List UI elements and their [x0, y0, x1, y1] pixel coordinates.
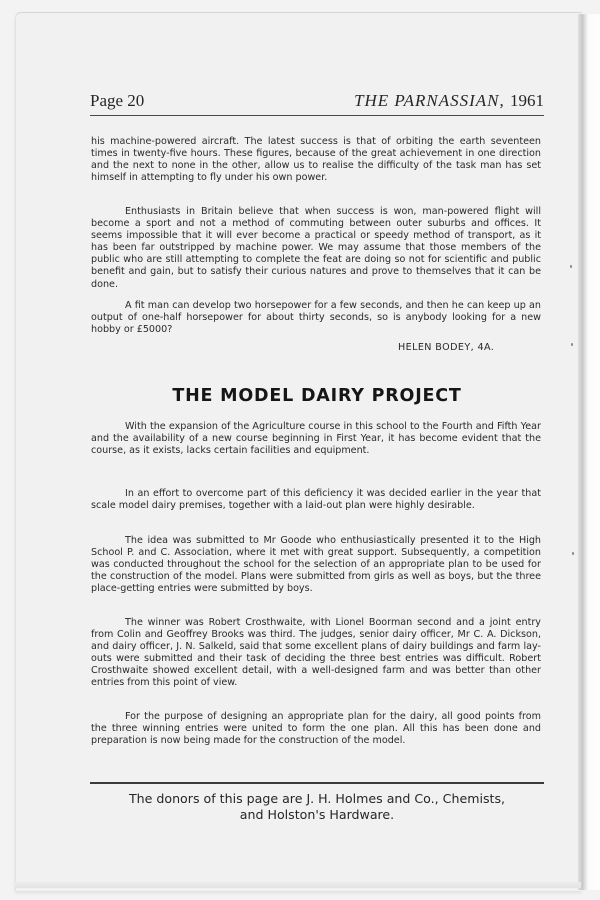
publication-year: 1961: [510, 91, 544, 110]
paragraph: A fit man can develop two horsepower for a few seconds, and then he can keep up an output of one-half horsepower for about thirty seconds, so is anybody looking for a new hobby or £5000?: [91, 300, 541, 336]
scan-speck: [572, 552, 574, 555]
footer-divider-right: [222, 782, 544, 784]
paragraph: The idea was submitted to Mr Goode who enthusiastically presented it to the High School P. and C. Association, where it met with great support. Subsequently, a competition was conducted throughout the school for the selection of an appropriate plan to be used for the construction of the model. Plans were submitted from girls as well as boys, but the three place-getting entries were submitted by boys.: [91, 535, 541, 595]
publication-name: THE PARNASSIAN,: [354, 91, 505, 110]
paragraph: The winner was Robert Crosthwaite, with Lionel Boorman second and a joint entry from Colin and Geoffrey Brooks was third. The judges, senior dairy officer, Mr C. A. Dickson, and dairy officer, J. N. Salkeld, said that some excellent plans of dairy buildings and farm lay-outs were submitted and their task of deciding the three best entries was difficult. Robert Crosthwaite showed excellent detail, with a well-designed farm and was better than other entries from this point of view.: [91, 617, 541, 689]
article-p5: [91, 711, 541, 747]
paragraph: With the expansion of the Agriculture course in this school to the Fourth and Fifth Year and the availability of a new course beginning in First Year, it has become evident that the course, as it exists, lacks certain facilities and equipment.: [91, 421, 541, 457]
article-title: THE MODEL DAIRY PROJECT: [172, 386, 462, 406]
paragraph: For the purpose of designing an appropriate plan for the dairy, all good points from the three winning entries were united to form the one plan. All this has been done and preparation is now being made for the construction of the model.: [91, 711, 541, 747]
article-p4: [91, 617, 541, 690]
article-p3: [91, 535, 541, 595]
running-header: [90, 91, 544, 116]
article-p1: [91, 421, 541, 457]
publication-title: [354, 91, 544, 111]
paragraph: In an effort to overcome part of this deficiency it was decided earlier in the year that scale model dairy premises, together with a laid-out plan were highly desirable.: [91, 488, 541, 512]
footer-divider-left: [90, 782, 230, 784]
author-signature: HELEN BODEY, 4A.: [398, 342, 495, 353]
page-number: Page 20: [90, 91, 145, 110]
scan-speck: [571, 343, 573, 346]
page-spine-shadow: [578, 14, 600, 890]
previous-article-p1: [91, 136, 541, 184]
article-p2: [91, 488, 541, 512]
footer-line-1: The donors of this page are J. H. Holmes and Co., Chemists,: [128, 791, 506, 806]
previous-article-p3: [91, 300, 541, 336]
paragraph: his machine-powered aircraft. The latest success is that of orbiting the earth seventeen times in twenty-five hours. These figures, because of the great achievement in one direction and the next to none in the other, allow us to realise the difficulty of the task man has set himself in attempting to fly under his own power.: [91, 136, 541, 184]
donors-footer: [90, 791, 544, 823]
previous-article-p2: [91, 206, 541, 291]
paragraph: Enthusiasts in Britain believe that when success is won, man-powered flight will become a sport and not a method of commuting between outer suburbs and offices. It seems impossible that it will ever become a practical or speedy method of transport, as it has been far outstripped by machine power. We may assume that those members of the public who are still attempting to complete the feat are doing so not for scientific and public benefit and gain, but to satisfy their curious natures and prove to themselves that it can be done.: [91, 206, 541, 290]
page-bottom-edge: [15, 882, 581, 888]
scan-speck: [570, 265, 572, 268]
footer-line-2: and Holston's Hardware.: [239, 807, 395, 822]
